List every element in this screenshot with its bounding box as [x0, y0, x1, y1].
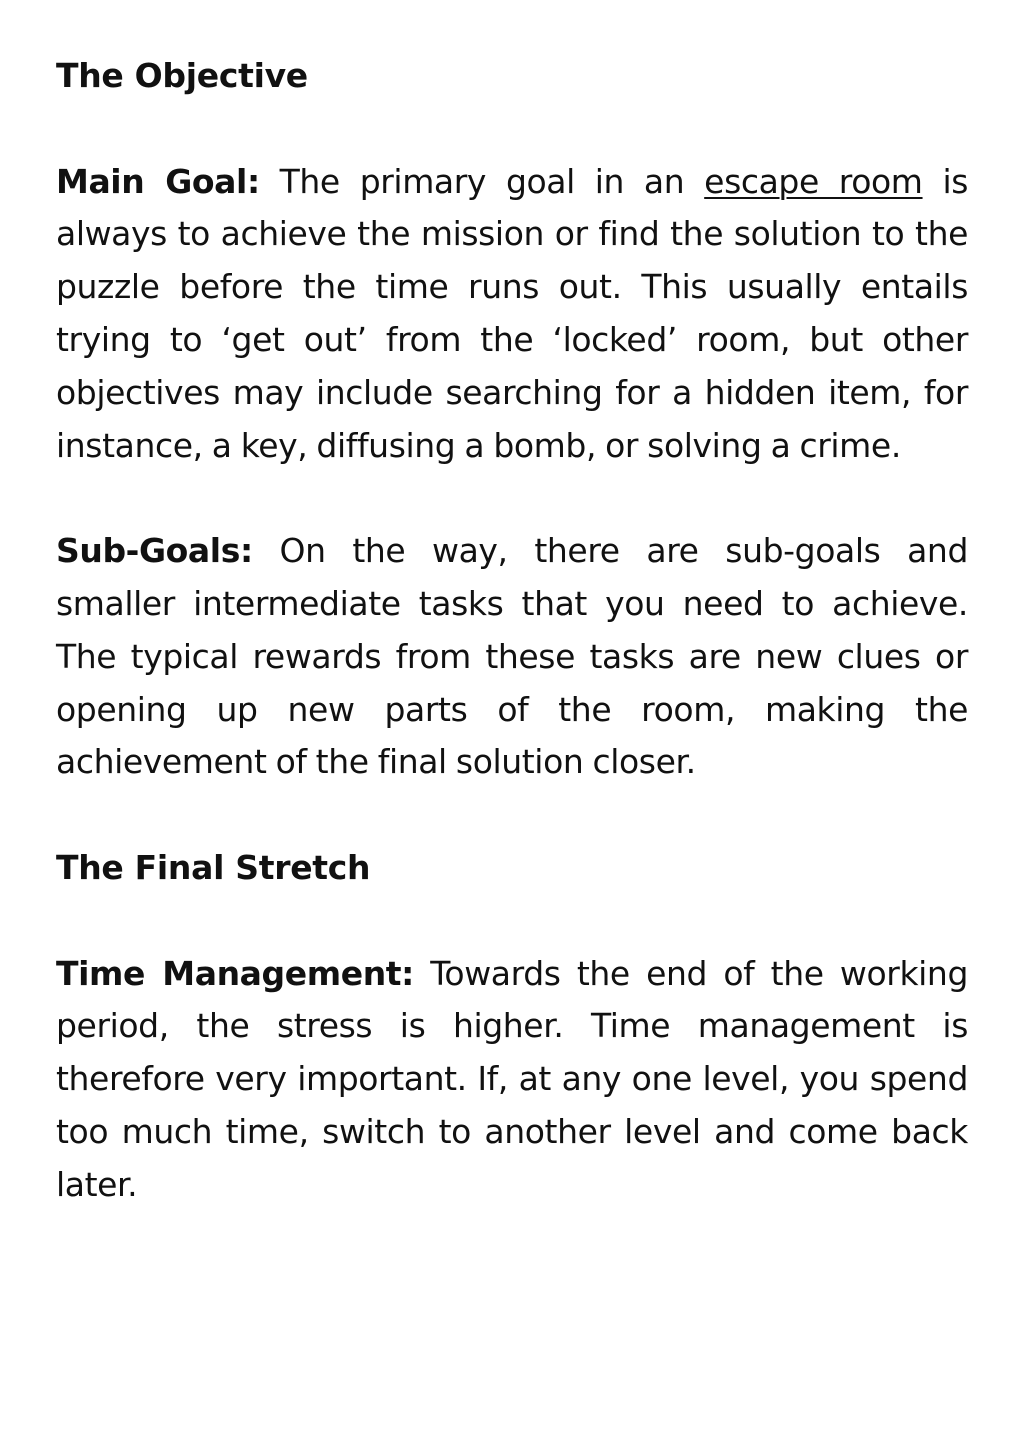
term-sub-goals: Sub-Goals: — [56, 531, 253, 571]
paragraph-sub-goals — [56, 525, 968, 789]
paragraph-main-goal — [56, 156, 968, 473]
section-heading-objective: The Objective — [56, 56, 308, 95]
main-goal-text-before-link: The primary goal in an — [279, 161, 685, 201]
escape-room-link[interactable]: escape room — [704, 161, 923, 201]
document-page — [56, 50, 968, 1264]
term-main-goal: Main Goal: — [56, 161, 260, 201]
section-heading-final-stretch: The Final Stretch — [56, 847, 371, 887]
term-time-management: Time Management: — [56, 953, 414, 993]
sub-goals-text: On the way, there are sub-goals and smaller intermediate tasks that you need to achieve. The typical rewards from these tasks are new clues or opening up new parts of the room, making the achievement of the final solution closer. — [56, 531, 968, 782]
time-management-text: Towards the end of the working period, the stress is higher. Time management is therefore very important. If, at any one level, you spend too much time, switch to another level and come back later. — [56, 953, 968, 1204]
main-goal-text-after-link: is always to achieve the mission or find the solution to the puzzle before the time runs out. This usually entails trying to ‘get out’ from the ‘locked’ room, but other objectives may include searching for a hidden item, for instance, a key, diffusing a bomb, or solving a crime. — [56, 161, 968, 465]
paragraph-time-management — [56, 948, 968, 1212]
